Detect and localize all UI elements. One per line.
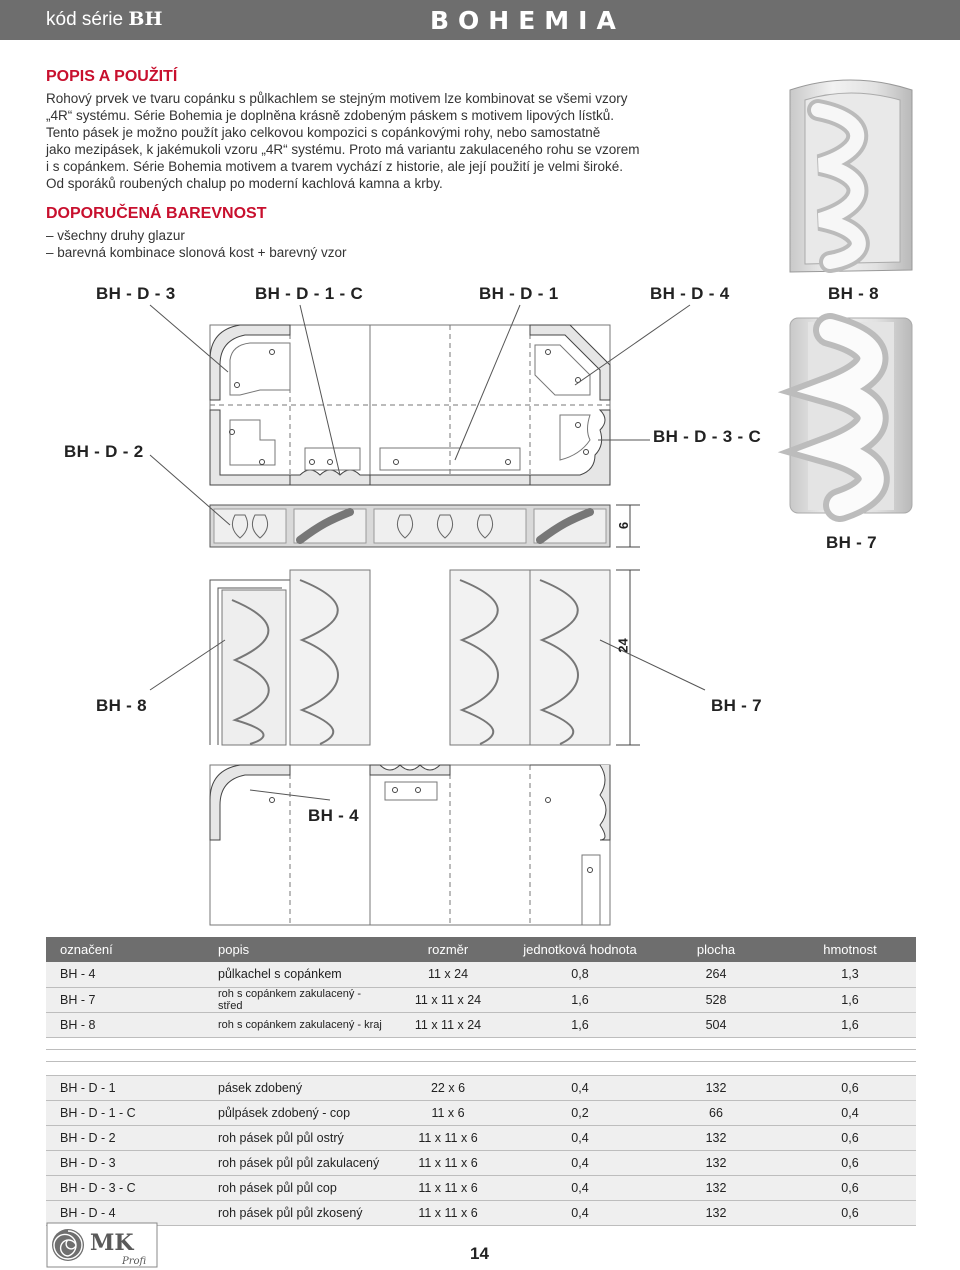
table-row [46,1175,916,1200]
cell-desc: roh pásek půl půl ostrý [204,1125,384,1150]
cell-desc: půlkachel s copánkem [204,962,384,987]
cell-desc: roh pásek půl půl zakulacený [204,1150,384,1175]
cell-code: BH - D - 4 [46,1200,204,1225]
cell-size: 11 x 24 [384,962,512,987]
cell-area: 66 [648,1100,784,1125]
cell-area: 132 [648,1175,784,1200]
table-header-row [46,937,916,962]
series-code: BH [128,8,163,30]
usage-line: jako mezipásek, k jakémukoli vzoru „4R“ systému. Proto má variantu zakulaceného rohu se vzorem [46,142,640,157]
cell-size: 11 x 11 x 6 [384,1200,512,1225]
cell-code: BH - D - 2 [46,1125,204,1150]
cell-weight: 1,3 [784,962,916,987]
drawing-bh-d-2 [210,410,290,485]
colors-line: – barevná kombinace slonová kost + barevný vzor [46,245,347,260]
label-bh-7-right: BH - 7 [826,533,877,552]
cell-size: 11 x 11 x 24 [384,1012,512,1037]
drawing-bh-d-3-c [530,410,610,485]
tile-3d-rope [790,318,912,513]
cell-unit: 0,8 [512,962,648,987]
cell-code: BH - D - 1 [46,1075,204,1100]
cell-code: BH - 7 [46,987,204,1012]
table-row [46,1012,916,1037]
cell-code: BH - 8 [46,1012,204,1037]
cell-code: BH - D - 1 - C [46,1100,204,1125]
label-bh-d-2: BH - D - 2 [64,442,144,461]
cell-unit: 0,4 [512,1150,648,1175]
usage-line: i s copánkem. Série Bohemia motivem a tvarem vychází z historie, ale její použití je velmi široké. [46,159,623,174]
cell-desc: roh pásek půl půl zkosený [204,1200,384,1225]
cell-weight: 0,6 [784,1125,916,1150]
dimension-6: 6 [616,521,632,530]
usage-title: POPIS A POUŽITÍ [46,68,178,85]
usage-line: Tento pásek je možno použít jako celkovou kompozici s copánkovými rohy, nebo samostatně [46,125,601,140]
cell-unit: 0,4 [512,1075,648,1100]
cell-size: 22 x 6 [384,1075,512,1100]
cell-unit: 0,4 [512,1125,648,1150]
colors-title: DOPORUČENÁ BAREVNOST [46,205,267,222]
cell-desc: roh s copánkem zakulacený - střed [204,987,384,1012]
page-number: 14 [470,1244,489,1263]
label-bh-8-mid: BH - 8 [96,696,147,715]
cell-area: 504 [648,1012,784,1037]
table-spacer [46,1061,916,1075]
cell-desc: půlpásek zdobený - cop [204,1100,384,1125]
cell-size: 11 x 11 x 6 [384,1150,512,1175]
cell-weight: 1,6 [784,1012,916,1037]
cell-desc: roh s copánkem zakulacený - kraj [204,1012,384,1037]
cell-area: 132 [648,1075,784,1100]
cell-weight: 0,6 [784,1150,916,1175]
cell-size: 11 x 6 [384,1100,512,1125]
layout-grid [210,325,610,485]
cell-code: BH - 4 [46,962,204,987]
col-weight: hmotnost [784,937,916,962]
table-spacer [46,1037,916,1049]
usage-line: Rohový prvek ve tvaru copánku s půlkachlem se stejným motivem lze kombinovat se všemi vzory [46,91,628,106]
cell-size: 11 x 11 x 6 [384,1125,512,1150]
label-bh-d-1-c: BH - D - 1 - C [255,284,364,303]
table-row [46,1075,916,1100]
col-desc: popis [204,937,384,962]
label-bh-7-mid: BH - 7 [711,696,762,715]
cell-desc: pásek zdobený [204,1075,384,1100]
cell-unit: 0,4 [512,1200,648,1225]
table-row [46,1200,916,1225]
label-bh-d-3-c: BH - D - 3 - C [653,427,762,446]
label-bh-d-1: BH - D - 1 [479,284,559,303]
cell-unit: 1,6 [512,987,648,1012]
tile-3d-top [790,80,912,272]
table-row [46,1100,916,1125]
cell-weight: 0,6 [784,1200,916,1225]
table-row [46,962,916,987]
cell-weight: 0,6 [784,1075,916,1100]
label-bh-8-top: BH - 8 [828,284,879,303]
cell-unit: 0,4 [512,1175,648,1200]
cell-code: BH - D - 3 [46,1150,204,1175]
rope-tiles [210,570,610,745]
col-unit: jednotková hodnota [512,937,648,962]
cell-area: 132 [648,1150,784,1175]
cell-area: 132 [648,1125,784,1150]
logo-subtext: Profi [122,1256,147,1267]
table-row [46,1125,916,1150]
cell-unit: 0,2 [512,1100,648,1125]
spec-table [46,937,916,1226]
cell-code: BH - D - 3 - C [46,1175,204,1200]
dimension-lines [616,505,640,745]
cell-area: 132 [648,1200,784,1225]
label-bh-d-3: BH - D - 3 [96,284,176,303]
colors-line: – všechny druhy glazur [46,228,185,243]
drawing-bh-4 [210,765,610,925]
cell-weight: 0,4 [784,1100,916,1125]
col-area: plocha [648,937,784,962]
cell-area: 528 [648,987,784,1012]
col-size: rozměr [384,937,512,962]
cell-size: 11 x 11 x 6 [384,1175,512,1200]
cell-weight: 0,6 [784,1175,916,1200]
cell-area: 264 [648,962,784,987]
logo-text: MK [90,1230,134,1256]
drawing-bh-d-3 [210,325,290,400]
drawing-bh-d-4 [530,325,610,400]
mk-profi-logo [46,1222,158,1268]
label-bh-d-4: BH - D - 4 [650,284,730,303]
label-bh-4: BH - 4 [308,806,359,825]
cell-unit: 1,6 [512,1012,648,1037]
table-row [46,1150,916,1175]
usage-line: „4R“ systému. Série Bohemia je doplněna krásně zdobeným páskem s motivem lipových lístků. [46,108,614,123]
table-row [46,987,916,1012]
cell-size: 11 x 11 x 24 [384,987,512,1012]
cell-desc: roh pásek půl půl cop [204,1175,384,1200]
col-code: označení [46,937,204,962]
series-label: kód série BH [46,8,163,30]
drawing-bh-d-1-c [290,448,370,485]
dimension-24: 24 [615,638,631,653]
usage-line: Od sporáků roubených chalup po moderní kachlová kamna a krby. [46,176,443,191]
table-spacer [46,1049,916,1061]
brand-title: BOHEMIA [430,6,625,35]
spiral-icon [52,1229,84,1261]
cell-weight: 1,6 [784,987,916,1012]
decor-strip [210,505,610,547]
